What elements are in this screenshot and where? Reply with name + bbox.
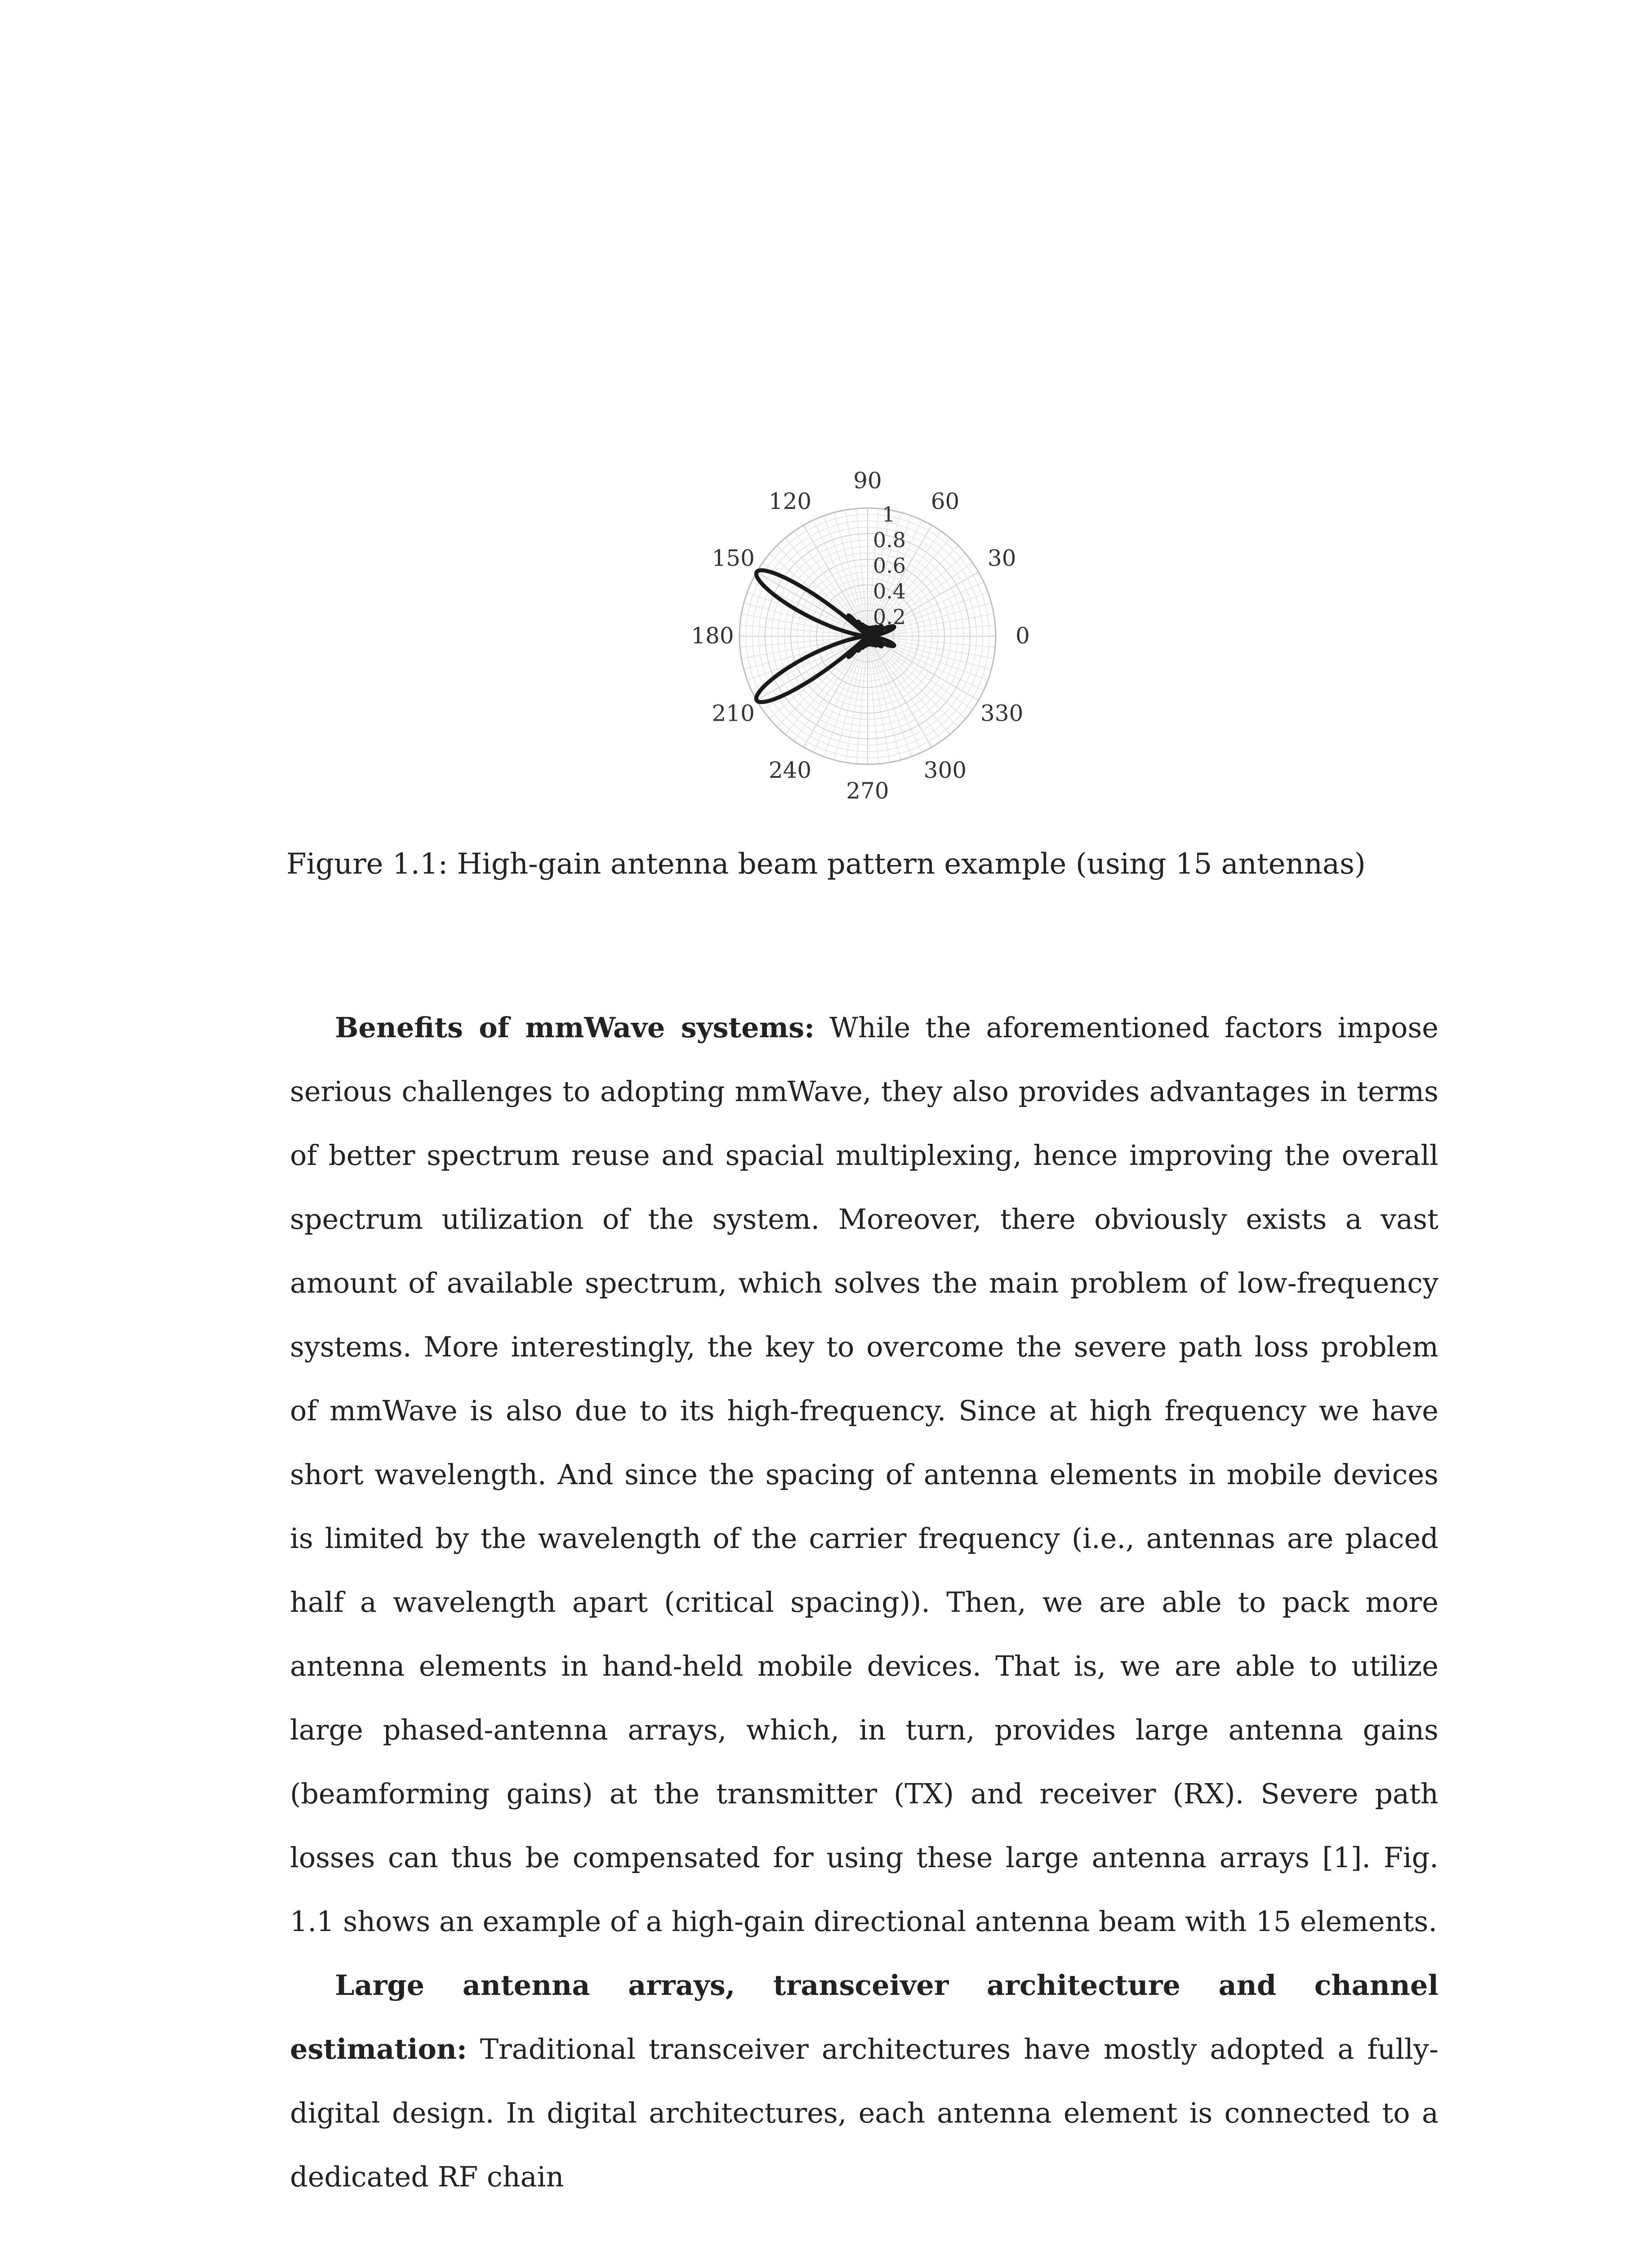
angle-tick-label: 300 — [923, 757, 967, 783]
paragraph-benefits — [290, 996, 1438, 1954]
figure-caption: Figure 1.1: High-gain antenna beam pattern example (using 15 antennas) — [286, 847, 1366, 881]
angle-tick-label: 120 — [768, 488, 812, 515]
radial-tick-label: 1 — [882, 502, 895, 526]
angle-tick-label: 90 — [853, 468, 882, 494]
angle-tick-label: 210 — [712, 700, 755, 727]
angle-tick-label: 60 — [931, 488, 960, 515]
paragraph-architecture — [290, 1954, 1438, 2209]
radial-tick-label: 0.8 — [873, 528, 906, 552]
paragraph-text: Traditional transceiver architectures have mostly adopted a fully-digital design. In digital architectures, each antenna element is connected to a dedicated RF chain — [290, 2033, 1438, 2193]
angle-tick-label: 270 — [846, 778, 889, 804]
paragraph-heading: Benefits of mmWave systems: — [335, 1011, 815, 1044]
paragraph-text: While the aforementioned factors impose serious challenges to adopting mmWave, they also provides advantages in terms of better spectrum reuse and spacial multiplexing, hence improving the overall spectrum utilization of the system. Moreover, there obviously exists a vast amount of available spectrum, which solves the main problem of low-frequency systems. More interestingly, the key to overcome the severe path loss problem of mmWave is also due to its high-frequency. Since at high frequency we have short wavelength. And since the spacing of antenna elements in mobile devices is limited by the wavelength of the carrier frequency (i.e., antennas are placed half a wavelength apart (critical spacing)). Then, we are able to pack more antenna elements in hand-held mobile devices. That is, we are able to utilize large phased-antenna arrays, which, in turn, provides large antenna gains (beamforming gains) at the transmitter (TX) and receiver (RX). Severe path losses can thus be compensated for using these large antenna arrays [1]. Fig. 1.1 shows an example of a high-gain directional antenna beam with 15 elements. — [290, 1011, 1438, 1938]
angle-tick-label: 330 — [980, 700, 1024, 727]
radial-tick-label: 0.4 — [873, 579, 906, 603]
angle-tick-label: 240 — [768, 757, 812, 783]
angle-tick-label: 30 — [987, 545, 1016, 571]
polar-beam-pattern-chart — [674, 454, 1052, 827]
angle-tick-label: 180 — [691, 623, 734, 649]
angle-tick-label: 150 — [712, 545, 755, 571]
body-text — [290, 996, 1438, 2209]
angle-tick-label: 0 — [1015, 623, 1030, 649]
paragraph-heading: Large antenna arrays, transceiver architecture and channel estimation: — [290, 1969, 1438, 2065]
radial-tick-label: 0.6 — [873, 553, 906, 578]
radial-tick-label: 0.2 — [873, 605, 906, 629]
